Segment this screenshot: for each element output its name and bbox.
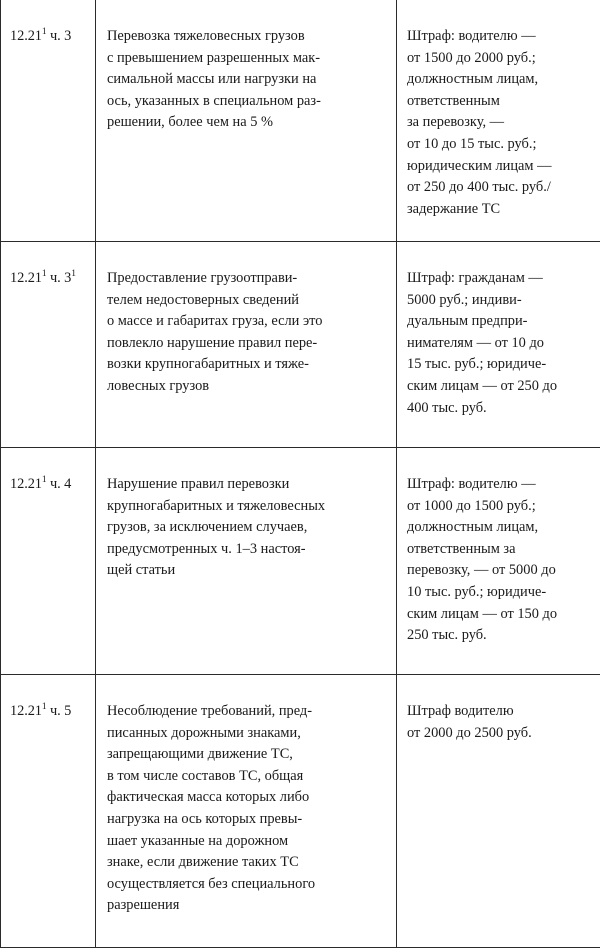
text-line: должностным лицам, [407, 69, 594, 91]
text-line: щей статьи [107, 560, 389, 582]
text-line: осуществляется без специального [107, 874, 389, 896]
text-line: ловесных грузов [107, 376, 389, 398]
text-line: задержание ТС [407, 199, 594, 221]
article-superscript: 1 [71, 269, 76, 279]
text-line: повлекло нарушение правил пере- [107, 333, 389, 355]
text-line: 400 тыс. руб. [407, 398, 594, 420]
article-reference: 12.21$^1$ ч. 4 [10, 476, 71, 492]
text-line: Нарушение правил перевозки [107, 474, 389, 496]
table-row [1, 0, 600, 242]
penalty-text [397, 242, 600, 429]
offence-text [96, 242, 396, 408]
table-row [1, 675, 600, 948]
offence-cell [96, 0, 397, 242]
text-line: перевозку, — от 5000 до [407, 560, 594, 582]
text-line: Штраф водителю [407, 701, 594, 723]
article-cell [1, 448, 96, 675]
text-line: ответственным [407, 91, 594, 113]
article-superscript: 1 [42, 475, 47, 485]
offence-cell [96, 448, 397, 675]
offence-cell [96, 675, 397, 948]
offence-cell [96, 242, 397, 448]
text-line: запрещающими движение ТС, [107, 744, 389, 766]
table-row [1, 448, 600, 675]
penalty-cell [397, 242, 600, 448]
text-line: 15 тыс. руб.; юридиче- [407, 354, 594, 376]
article-cell [1, 242, 96, 448]
text-line: ответственным за [407, 539, 594, 561]
text-line: ось, указанных в специальном раз- [107, 91, 389, 113]
text-line: 5000 руб.; индиви- [407, 290, 594, 312]
text-line: от 1000 до 1500 руб.; [407, 496, 594, 518]
text-line: ским лицам — от 250 до [407, 376, 594, 398]
table-body [1, 0, 600, 948]
penalty-text [397, 675, 600, 754]
text-line: нимателям — от 10 до [407, 333, 594, 355]
text-line: от 10 до 15 тыс. руб.; [407, 134, 594, 156]
text-line: юридическим лицам — [407, 156, 594, 178]
text-line: ским лицам — от 150 до [407, 604, 594, 626]
article-superscript: 1 [42, 27, 47, 37]
article-superscript: 1 [42, 702, 47, 712]
penalty-cell [397, 0, 600, 242]
text-line: от 1500 до 2000 руб.; [407, 48, 594, 70]
article-superscript: 1 [42, 269, 47, 279]
text-line: возки крупногабаритных и тяже- [107, 354, 389, 376]
text-line: Перевозка тяжеловесных грузов [107, 26, 389, 48]
penalty-text [397, 448, 600, 657]
offence-text [96, 675, 396, 927]
text-line: писанных дорожными знаками, [107, 723, 389, 745]
text-line: знаке, если движение таких ТС [107, 852, 389, 874]
offence-text [96, 0, 396, 144]
text-line: грузов, за исключением случаев, [107, 517, 389, 539]
text-line: разрешения [107, 895, 389, 917]
text-line: Штраф: водителю — [407, 474, 594, 496]
text-line: телем недостоверных сведений [107, 290, 389, 312]
text-line: предусмотренных ч. 1–3 настоя- [107, 539, 389, 561]
text-line: дуальным предпри- [407, 311, 594, 333]
text-line: в том числе составов ТС, общая [107, 766, 389, 788]
text-line: Штраф: гражданам — [407, 268, 594, 290]
article-reference: 12.21$^1$ ч. 3 [10, 28, 71, 44]
article-reference: 12.21$^1$ ч. 5 [10, 703, 71, 719]
text-line: Предоставление грузоотправи- [107, 268, 389, 290]
penalty-text [397, 0, 600, 230]
text-line: с превышением разрешенных мак- [107, 48, 389, 70]
text-line: 10 тыс. руб.; юридиче- [407, 582, 594, 604]
table-row [1, 242, 600, 448]
text-line: 250 тыс. руб. [407, 625, 594, 647]
text-line: фактическая масса которых либо [107, 787, 389, 809]
article-cell [1, 0, 96, 242]
text-line: от 250 до 400 тыс. руб./ [407, 177, 594, 199]
article-reference: 12.21$^1$ ч. $3^1$ [10, 270, 76, 286]
text-line: Несоблюдение требований, пред- [107, 701, 389, 723]
penalty-cell [397, 675, 600, 948]
text-line: Штраф: водителю — [407, 26, 594, 48]
article-cell [1, 675, 96, 948]
text-line: должностным лицам, [407, 517, 594, 539]
text-line: симальной массы или нагрузки на [107, 69, 389, 91]
text-line: о массе и габаритах груза, если это [107, 311, 389, 333]
text-line: нагрузка на ось которых превы- [107, 809, 389, 831]
text-line: крупногабаритных и тяжеловесных [107, 496, 389, 518]
offence-text [96, 448, 396, 592]
text-line: от 2000 до 2500 руб. [407, 723, 594, 745]
penalty-cell [397, 448, 600, 675]
text-line: за перевозку, — [407, 112, 594, 134]
text-line: решении, более чем на 5 % [107, 112, 389, 134]
text-line: шает указанные на дорожном [107, 831, 389, 853]
